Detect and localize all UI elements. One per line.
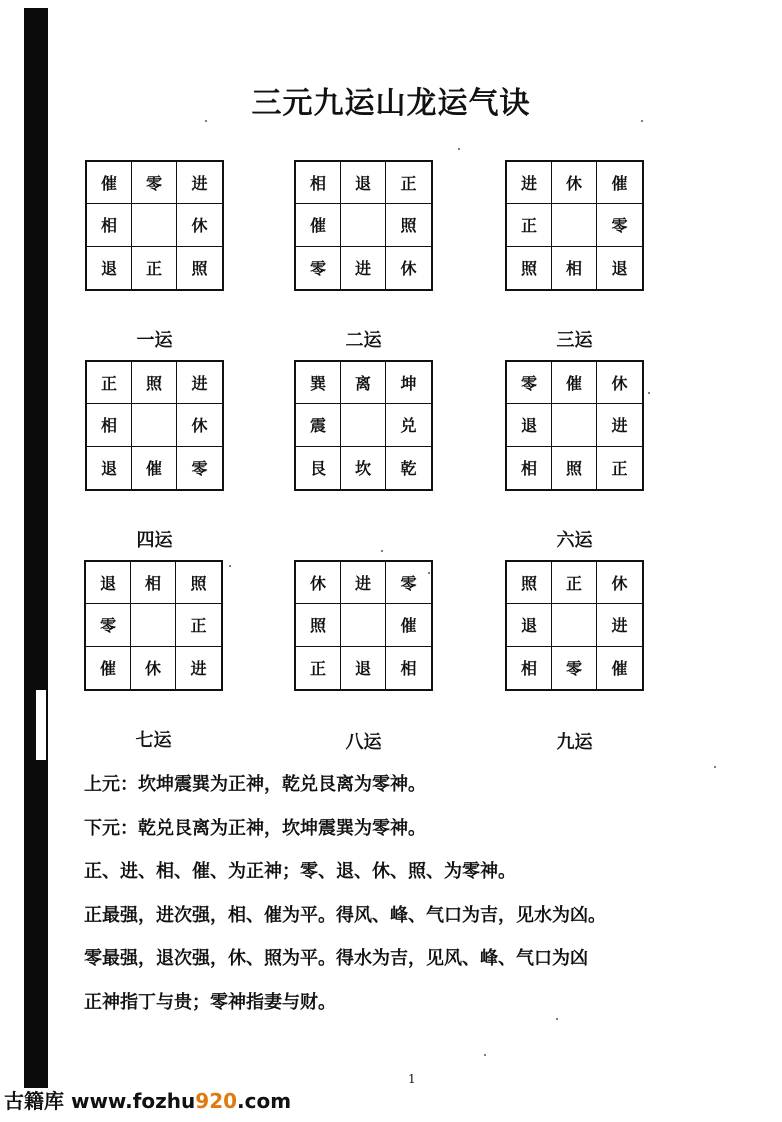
grid-cell: 休 xyxy=(597,562,642,604)
grid-cell: 退 xyxy=(341,162,386,204)
speck xyxy=(458,148,460,150)
yun-label-3: 三运 xyxy=(556,330,593,351)
grid-cell: 正 xyxy=(296,647,341,689)
grid-center-cell xyxy=(132,204,177,246)
yun-grid-2 xyxy=(294,160,433,291)
grid-cell: 休 xyxy=(177,204,222,246)
grid-cell: 催 xyxy=(597,162,642,204)
grid-cell: 照 xyxy=(386,204,431,246)
grid-cell: 照 xyxy=(296,604,341,646)
speck xyxy=(714,766,716,768)
grid-cell: 正 xyxy=(507,204,552,246)
grid-center-cell xyxy=(131,604,176,646)
grid-cell: 正 xyxy=(386,162,431,204)
rule-line-spirit-groups: 正、进、相、催、为正神；零、退、休、照、为零神。 xyxy=(84,861,516,883)
grid-cell: 照 xyxy=(132,362,177,404)
speck xyxy=(428,572,430,574)
grid-cell: 催 xyxy=(296,204,341,246)
speck xyxy=(641,120,643,122)
grid-cell: 催 xyxy=(611,659,628,679)
rule-line-meaning: 正神指丁与贵；零神指妻与财。 xyxy=(84,991,336,1013)
grid-cell: 照 xyxy=(507,247,552,289)
grid-cell: 催 xyxy=(552,362,597,404)
grid-cell: 催 xyxy=(132,447,177,489)
grid-cell: 退 xyxy=(341,647,386,689)
watermark-site-suffix: .com xyxy=(237,1089,292,1113)
rule-line-zheng-strength: 正最强，进次强，相、催为平。得风、峰、气口为吉，见水为凶。 xyxy=(84,904,606,926)
watermark-site-prefix: www.fozhu xyxy=(70,1089,196,1113)
speck xyxy=(381,550,383,552)
grid-cell: 照 xyxy=(176,562,221,604)
grid-cell: 催 xyxy=(386,604,431,646)
speck xyxy=(556,1018,558,1020)
grid-cell: 退 xyxy=(87,247,132,289)
grid-cell: 休 xyxy=(552,162,597,204)
watermark-name: 古籍库 xyxy=(4,1089,64,1113)
grid-cell: 退 xyxy=(86,562,131,604)
page-binding-edge xyxy=(24,8,48,1088)
grid-cell: 相 xyxy=(87,204,132,246)
grid-cell: 相 xyxy=(131,562,176,604)
yun-label-6: 六运 xyxy=(556,530,593,551)
grid-cell: 进 xyxy=(507,162,552,204)
rule-line-ling-strength: 零最强，退次强，休、照为平。得水为吉，见风、峰、气口为凶 xyxy=(84,948,588,970)
rule-line-upper-yuan: 上元：坎坤震巽为正神，乾兑艮离为零神。 xyxy=(84,774,426,795)
yun-grid-3 xyxy=(505,160,644,291)
grid-cell: 零 xyxy=(86,604,131,646)
yun-label-8: 八运 xyxy=(345,732,382,753)
grid-cell: 进 xyxy=(341,562,386,604)
yun-grid-5 xyxy=(294,360,433,491)
grid-cell: 休 xyxy=(131,647,176,689)
grid-cell: 零 xyxy=(132,162,177,204)
grid-cell: 坎 xyxy=(341,447,386,489)
grid-center-cell xyxy=(341,204,386,246)
yun-grid-6 xyxy=(505,360,644,491)
grid-center-cell xyxy=(552,404,597,446)
grid-center-cell xyxy=(341,404,386,446)
yun-grid-9 xyxy=(505,560,644,691)
grid-cell: 催 xyxy=(86,647,131,689)
grid-center-cell xyxy=(552,204,597,246)
page-title: 三元九运山龙运气诀 xyxy=(251,86,531,121)
grid-cell: 坤 xyxy=(386,362,431,404)
grid-cell: 休 xyxy=(177,404,222,446)
grid-cell: 相 xyxy=(400,659,417,679)
grid-cell: 相 xyxy=(552,247,597,289)
grid-center-cell xyxy=(132,404,177,446)
yun-label-7: 七运 xyxy=(135,730,172,751)
grid-cell: 震 xyxy=(296,404,341,446)
yun-grid-8 xyxy=(294,560,433,691)
yun-label-9: 九运 xyxy=(556,732,593,753)
grid-cell: 艮 xyxy=(296,447,341,489)
grid-cell: 零 xyxy=(507,362,552,404)
yun-grid-7 xyxy=(84,560,223,691)
rules-text xyxy=(84,770,704,1032)
grid-cell: 休 xyxy=(296,562,341,604)
watermark-site-number: 920 xyxy=(195,1089,238,1113)
yun-grid-1 xyxy=(85,160,224,291)
grid-cell: 正 xyxy=(552,562,597,604)
grid-cell: 乾 xyxy=(400,459,417,479)
grid-cell: 正 xyxy=(176,604,221,646)
grid-cell: 退 xyxy=(507,604,552,646)
grid-cell: 照 xyxy=(507,562,552,604)
grid-cell: 相 xyxy=(296,162,341,204)
grid-cell: 退 xyxy=(87,447,132,489)
yun-label-1: 一运 xyxy=(136,330,173,351)
yun-grid-4 xyxy=(85,360,224,491)
grid-center-cell xyxy=(341,604,386,646)
yun-label-2: 二运 xyxy=(345,330,382,351)
grid-cell: 照 xyxy=(191,259,208,279)
grid-cell: 零 xyxy=(296,247,341,289)
rule-line-lower-yuan: 下元：乾兑艮离为正神，坎坤震巽为零神。 xyxy=(84,817,426,839)
watermark xyxy=(4,1085,291,1114)
yun-label-4: 四运 xyxy=(136,530,173,551)
grid-cell: 照 xyxy=(552,447,597,489)
grid-cell: 正 xyxy=(87,362,132,404)
grid-cell: 退 xyxy=(611,259,628,279)
speck xyxy=(205,120,207,122)
grid-cell: 正 xyxy=(132,247,177,289)
grid-cell: 退 xyxy=(507,404,552,446)
speck xyxy=(229,565,231,567)
grid-cell: 正 xyxy=(611,459,628,479)
speck xyxy=(484,1054,486,1056)
binding-notch xyxy=(34,690,46,760)
grid-cell: 零 xyxy=(191,459,208,479)
grid-center-cell xyxy=(552,604,597,646)
grid-cell: 催 xyxy=(87,162,132,204)
watermark-site xyxy=(71,1089,291,1113)
page-number: 1 xyxy=(408,1072,416,1086)
grid-cell: 零 xyxy=(597,204,642,246)
grid-cell: 休 xyxy=(597,362,642,404)
grid-cell: 进 xyxy=(177,362,222,404)
grid-cell: 兑 xyxy=(386,404,431,446)
grid-cell: 相 xyxy=(507,647,552,689)
grid-cell: 离 xyxy=(341,362,386,404)
grid-cell: 休 xyxy=(400,259,417,279)
speck xyxy=(648,392,650,394)
grid-cell: 相 xyxy=(507,447,552,489)
grid-cell: 进 xyxy=(177,162,222,204)
grid-cell: 进 xyxy=(190,659,207,679)
grid-cell: 巽 xyxy=(296,362,341,404)
grid-cell: 进 xyxy=(597,404,642,446)
grid-cell: 零 xyxy=(386,562,431,604)
grid-cell: 进 xyxy=(597,604,642,646)
grid-cell: 进 xyxy=(341,247,386,289)
grid-cell: 零 xyxy=(552,647,597,689)
grid-cell: 相 xyxy=(87,404,132,446)
